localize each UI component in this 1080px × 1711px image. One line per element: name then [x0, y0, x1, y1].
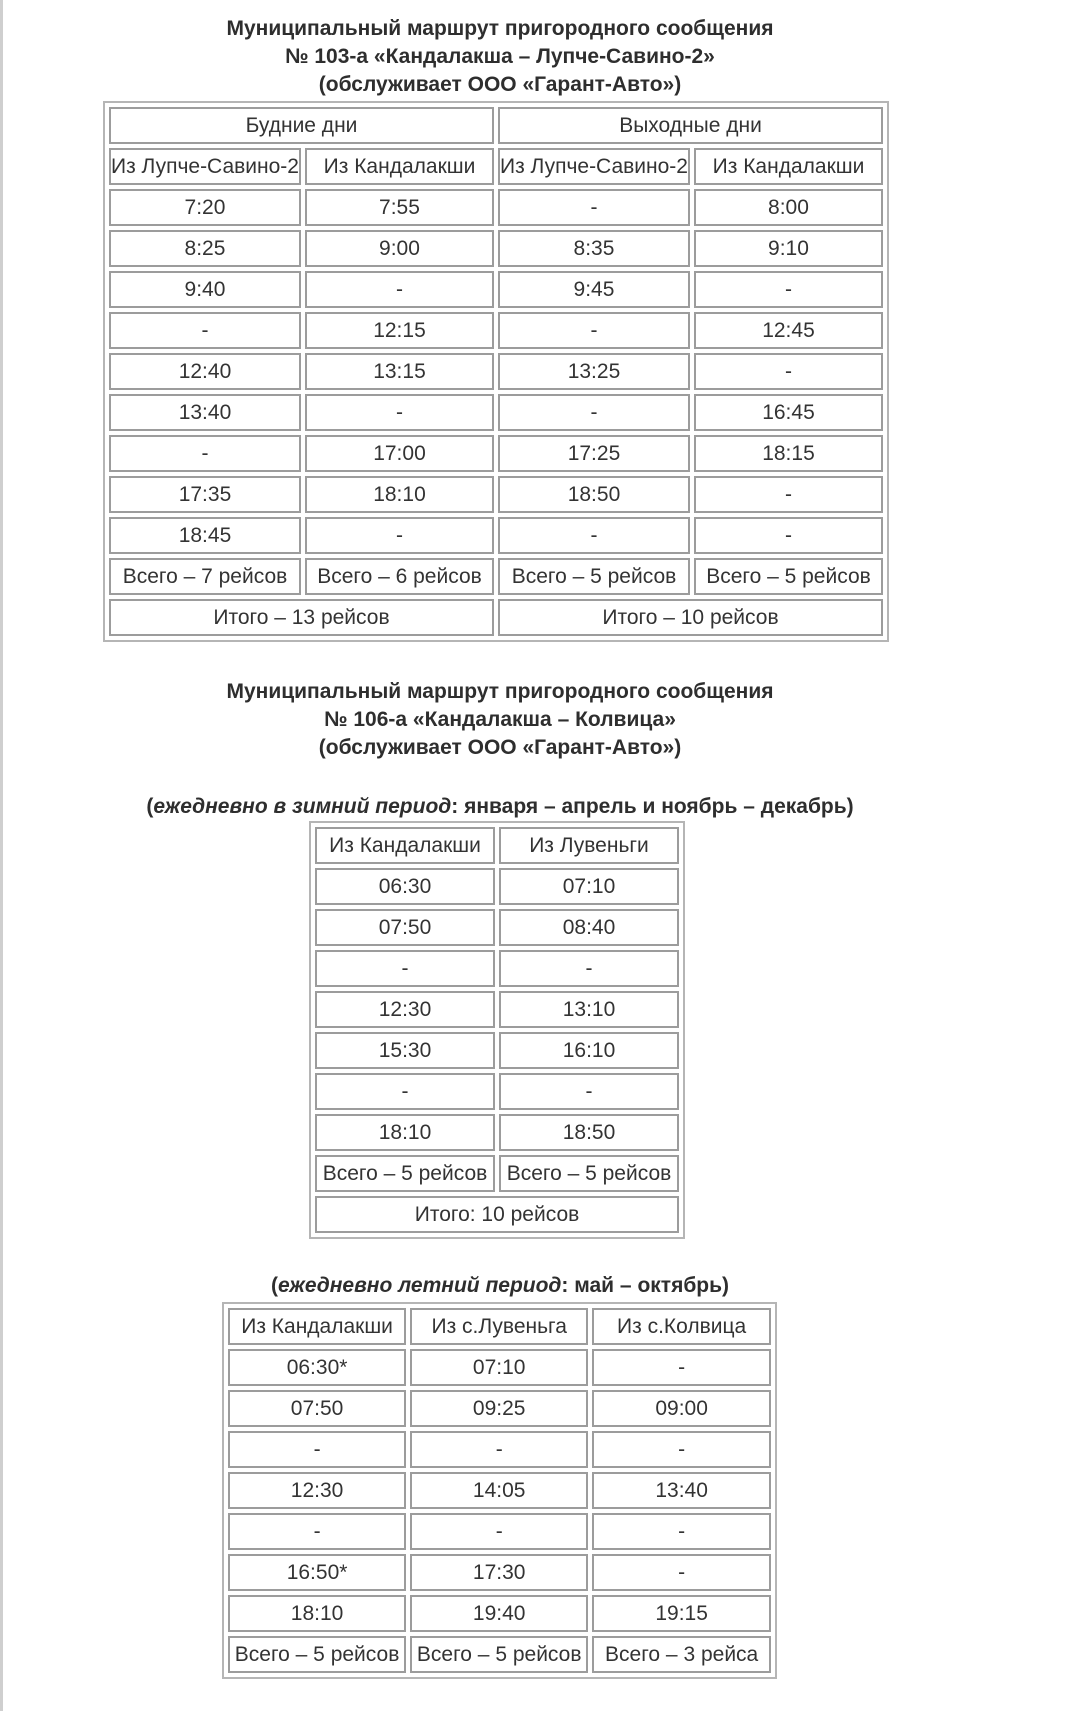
time-cell: 06:30*	[228, 1349, 406, 1386]
time-cell: 17:30	[410, 1554, 588, 1591]
summer-table	[222, 1302, 777, 1679]
route-103-name: № 103-а «Кандалакша – Лупче-Савино-2»	[285, 45, 715, 68]
time-cell: 16:10	[499, 1032, 679, 1069]
total-cell: Всего – 5 рейсов	[498, 558, 690, 595]
page-left-border	[0, 0, 3, 1711]
table-row	[315, 1196, 679, 1233]
route-103-heading	[0, 15, 1000, 99]
time-cell: 07:50	[315, 909, 495, 946]
time-cell: -	[694, 476, 883, 513]
column-header: Из Кандалакши	[305, 148, 494, 185]
table-row	[109, 394, 883, 431]
column-header: Из Кандалакши	[315, 827, 495, 864]
time-cell: -	[499, 1073, 679, 1110]
total-cell: Всего – 7 рейсов	[109, 558, 301, 595]
time-cell: -	[315, 950, 495, 987]
time-cell: 18:10	[228, 1595, 406, 1632]
time-cell: -	[109, 312, 301, 349]
time-cell: 8:35	[498, 230, 690, 267]
table-row	[228, 1308, 771, 1345]
total-cell: Всего – 5 рейсов	[315, 1155, 495, 1192]
total-cell: Всего – 3 рейса	[592, 1636, 771, 1673]
route-106-heading	[0, 678, 1000, 762]
table-row	[109, 435, 883, 472]
group-header-weekdays: Будние дни	[109, 107, 494, 144]
route-106-operator: (обслуживает ООО «Гарант-Авто»)	[318, 736, 682, 759]
route-103-title: Муниципальный маршрут пригородного сообщения	[226, 17, 774, 40]
time-cell: 15:30	[315, 1032, 495, 1069]
table-row	[109, 312, 883, 349]
time-cell: 09:00	[592, 1390, 771, 1427]
route-103-operator: (обслуживает ООО «Гарант-Авто»)	[318, 73, 682, 96]
table-row	[109, 353, 883, 390]
winter-note-rest: : января – апрель и ноябрь – декабрь)	[451, 795, 854, 818]
table-row	[109, 189, 883, 226]
table-row	[315, 950, 679, 987]
time-cell: 13:25	[498, 353, 690, 390]
route-106-title: Муниципальный маршрут пригородного сообщения	[226, 680, 774, 703]
time-cell: 18:15	[694, 435, 883, 472]
total-cell: Всего – 5 рейсов	[410, 1636, 588, 1673]
time-cell: -	[228, 1431, 406, 1468]
table-row	[109, 517, 883, 554]
table-row	[109, 558, 883, 595]
time-cell: 17:25	[498, 435, 690, 472]
time-cell: 7:55	[305, 189, 494, 226]
time-cell: 9:45	[498, 271, 690, 308]
time-cell: 07:10	[499, 868, 679, 905]
winter-period-note: (ежедневно в зимний период: января – апрель и ноябрь – декабрь)	[146, 795, 854, 818]
winter-note-italic: ежедневно в зимний период	[153, 795, 452, 818]
time-cell: 13:40	[592, 1472, 771, 1509]
time-cell: 17:00	[305, 435, 494, 472]
time-cell: -	[592, 1349, 771, 1386]
table-row	[228, 1349, 771, 1386]
grand-total-weekends: Итого – 10 рейсов	[498, 599, 883, 636]
time-cell: 18:10	[305, 476, 494, 513]
total-cell: Всего – 5 рейсов	[499, 1155, 679, 1192]
time-cell: 19:15	[592, 1595, 771, 1632]
time-cell: 17:35	[109, 476, 301, 513]
time-cell: 18:10	[315, 1114, 495, 1151]
table-row	[109, 107, 883, 144]
time-cell: 12:30	[228, 1472, 406, 1509]
time-cell: 18:50	[498, 476, 690, 513]
time-cell: 13:15	[305, 353, 494, 390]
table-row	[315, 1155, 679, 1192]
time-cell: -	[109, 435, 301, 472]
grand-total-weekdays: Итого – 13 рейсов	[109, 599, 494, 636]
time-cell: -	[315, 1073, 495, 1110]
time-cell: 19:40	[410, 1595, 588, 1632]
table-row	[228, 1472, 771, 1509]
time-cell: -	[410, 1513, 588, 1550]
time-cell: -	[694, 517, 883, 554]
route-106-name: № 106-а «Кандалакша – Колвица»	[324, 708, 676, 731]
route-103-table	[103, 101, 889, 642]
time-cell: 18:45	[109, 517, 301, 554]
time-cell: 12:15	[305, 312, 494, 349]
total-cell: Всего – 5 рейсов	[694, 558, 883, 595]
time-cell: -	[592, 1431, 771, 1468]
time-cell: 16:50*	[228, 1554, 406, 1591]
time-cell: 18:50	[499, 1114, 679, 1151]
time-cell: 13:40	[109, 394, 301, 431]
time-cell: -	[499, 950, 679, 987]
time-cell: 13:10	[499, 991, 679, 1028]
table-row	[228, 1595, 771, 1632]
column-header: Из с.Лувеньга	[410, 1308, 588, 1345]
table-row	[109, 476, 883, 513]
time-cell: -	[305, 517, 494, 554]
table-row	[228, 1513, 771, 1550]
table-row	[228, 1636, 771, 1673]
table-row	[228, 1554, 771, 1591]
table-row	[315, 1114, 679, 1151]
time-cell: 9:10	[694, 230, 883, 267]
time-cell: 09:25	[410, 1390, 588, 1427]
time-cell: 12:45	[694, 312, 883, 349]
total-cell: Всего – 5 рейсов	[228, 1636, 406, 1673]
column-header: Из Лупче-Савино-2	[109, 148, 301, 185]
column-header: Из Кандалакши	[228, 1308, 406, 1345]
time-cell: 7:20	[109, 189, 301, 226]
summer-note-italic: ежедневно летний период	[277, 1274, 562, 1297]
time-cell: -	[592, 1513, 771, 1550]
group-header-weekends: Выходные дни	[498, 107, 883, 144]
summer-period-note: (ежедневно летний период: май – октябрь)	[270, 1274, 730, 1297]
time-cell: -	[694, 353, 883, 390]
column-header: Из Кандалакши	[694, 148, 883, 185]
time-cell: 8:25	[109, 230, 301, 267]
time-cell: -	[228, 1513, 406, 1550]
winter-table	[309, 821, 685, 1239]
table-row	[109, 599, 883, 636]
time-cell: -	[498, 312, 690, 349]
column-header: Из Лупче-Савино-2	[498, 148, 690, 185]
time-cell: 12:30	[315, 991, 495, 1028]
time-cell: -	[410, 1431, 588, 1468]
time-cell: -	[694, 271, 883, 308]
time-cell: -	[305, 271, 494, 308]
time-cell: 14:05	[410, 1472, 588, 1509]
time-cell: 16:45	[694, 394, 883, 431]
summer-note-rest: : май – октябрь)	[561, 1274, 730, 1297]
time-cell: 06:30	[315, 868, 495, 905]
table-row	[315, 868, 679, 905]
time-cell: -	[305, 394, 494, 431]
table-row	[228, 1431, 771, 1468]
time-cell: 8:00	[694, 189, 883, 226]
time-cell: 07:50	[228, 1390, 406, 1427]
time-cell: 08:40	[499, 909, 679, 946]
time-cell: 12:40	[109, 353, 301, 390]
total-cell: Всего – 6 рейсов	[305, 558, 494, 595]
column-header: Из с.Колвица	[592, 1308, 771, 1345]
time-cell: -	[498, 189, 690, 226]
time-cell: 9:40	[109, 271, 301, 308]
time-cell: -	[498, 517, 690, 554]
column-header: Из Лувеньги	[499, 827, 679, 864]
grand-total-winter: Итого: 10 рейсов	[315, 1196, 679, 1233]
time-cell: -	[592, 1554, 771, 1591]
table-row	[315, 1073, 679, 1110]
table-row	[109, 271, 883, 308]
time-cell: 07:10	[410, 1349, 588, 1386]
table-row	[315, 1032, 679, 1069]
table-row	[228, 1390, 771, 1427]
time-cell: -	[498, 394, 690, 431]
time-cell: 9:00	[305, 230, 494, 267]
table-row	[315, 827, 679, 864]
table-row	[315, 909, 679, 946]
table-row	[109, 148, 883, 185]
table-row	[315, 991, 679, 1028]
table-row	[109, 230, 883, 267]
